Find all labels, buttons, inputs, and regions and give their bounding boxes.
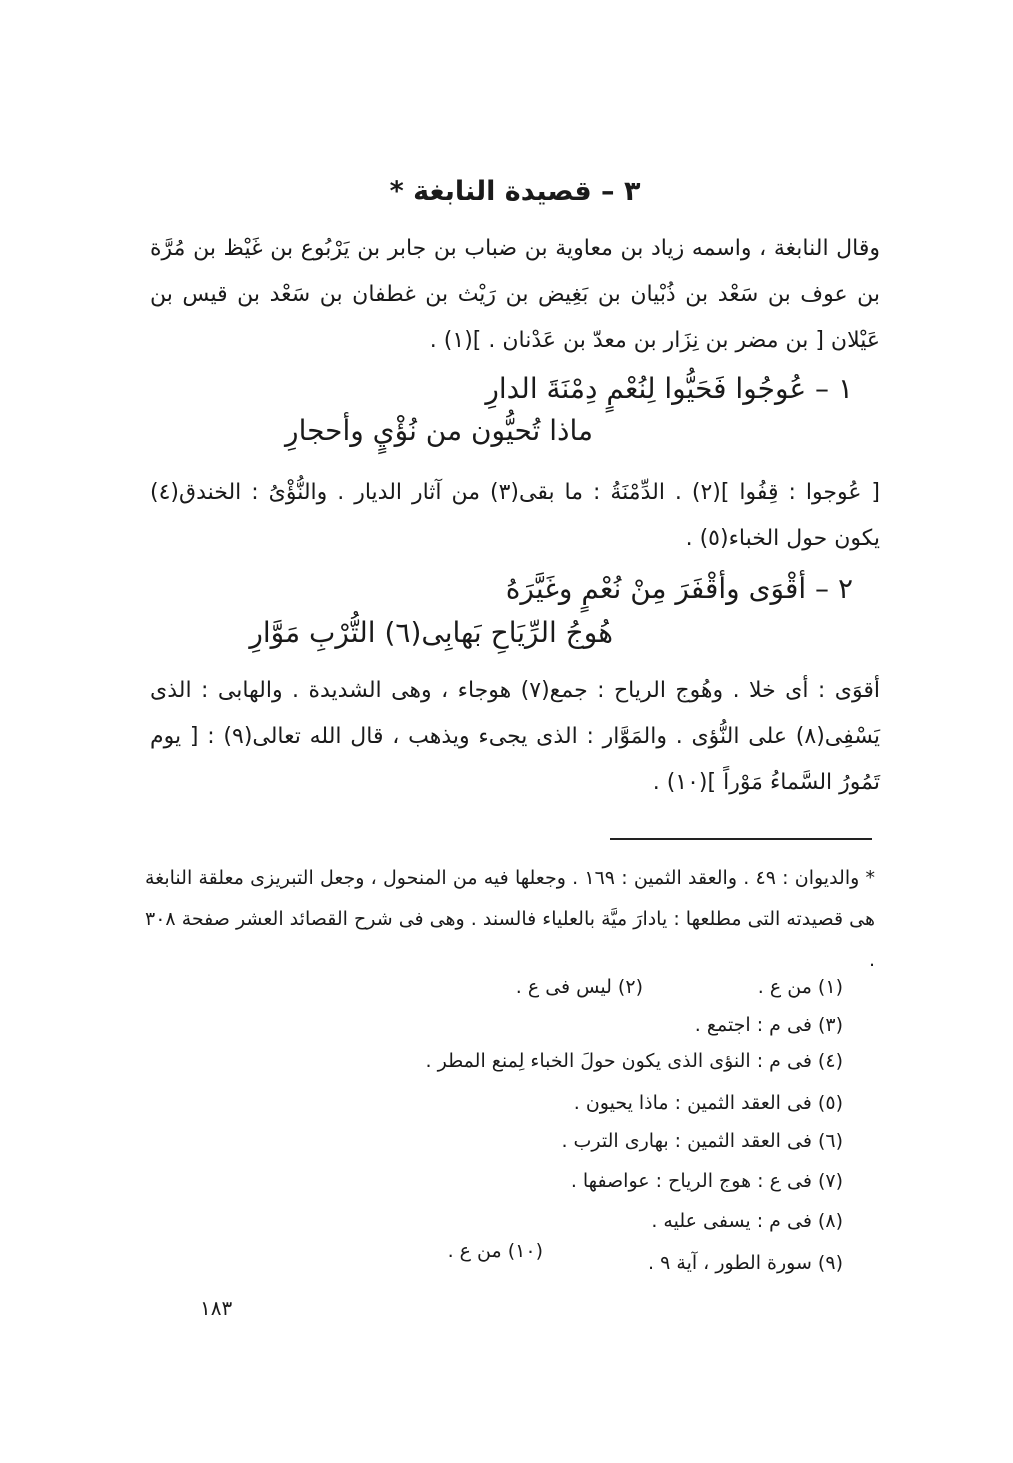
intro-paragraph: وقال النابغة ، واسمه زياد بن معاوية بن ضباب بن جابر بن يَرْبُوع بن غَيْظ بن مُرَّة بن عوف بن سَعْد بن ذُبْيان بن بَغِيض بن رَيْث بن غطفان بن سَعْد بن قيس بن عَيْلان [ بن مضر بن نِزَار بن معدّ بن عَدْنان . ](١) . (150, 236, 880, 353)
footnote-2: (٢) ليس فى ع . (515, 976, 643, 998)
verse-2-first-hemistich: ٢ – أقْوَى وأقْفَرَ مِنْ نُعْمٍ وغَيَّرَهُ (505, 572, 853, 605)
gloss-verse-1: [ عُوجوا : قِفُوا ](٢) . الدِّمْنَةُ : ما بقى(٣) من آثار الديار . والنُّؤْىُ : الخندق(٤) يكون حول الخباء(٥) . (150, 480, 880, 551)
footnote-5: (٥) فى العقد الثمين : ماذا يحيون . (573, 1092, 843, 1114)
gloss-verse-2: أقوَى : أى خلا . وهُوج الرياح : جمع(٧) هوجاء ، وهى الشديدة . والهابى : الذى يَسْفِى(٨) على النُّؤى . والمَوَّار : الذى يجىء ويذهب ، قال الله تعالى(٩) : [ يوم تَمُورُ السَّماءُ مَوْراً ](١٠) . (150, 678, 880, 795)
footnote-6: (٦) فى العقد الثمين : بهارى الترب . (561, 1130, 843, 1152)
verse-1-second-hemistich: ماذا تُحيُّون من نُؤْيٍ وأحجارِ (285, 414, 593, 447)
footnote-10: (١٠) من ع . (447, 1240, 543, 1262)
footnote-divider (610, 838, 872, 840)
page-number: ١٨٣ (200, 1296, 233, 1320)
footnote-8: (٨) فى م : يسفى عليه . (651, 1210, 843, 1232)
footnote-4: (٤) فى م : النؤى الذى يكون حولَ الخباء لِمنع المطر . (425, 1050, 843, 1072)
footnote-3: (٣) فى م : اجتمع . (694, 1014, 843, 1036)
footnote-9: (٩) سورة الطور ، آية ٩ . (648, 1252, 843, 1274)
verse-1-first-hemistich: ١ – عُوجُوا فَحَيُّوا لِنُعْمٍ دِمْنَةَ الدارِ (485, 372, 853, 405)
poem-title: ٣ – قصيدة النابغة * (389, 176, 641, 207)
footnote-source: * والديوان : ٤٩ . والعقد الثمين : ١٦٩ . وجعلها فيه من المنحول ، وجعل التبريزى معلقة النابغة هى قصيدته التى مطلعها : يادارَ ميَّة بالعلياء فالسند . وهى فى شرح القصائد العشر صفحة ٣٠٨ . (145, 867, 876, 971)
verse-2-second-hemistich: هُوجُ الرِّيَاحِ بَهابِى(٦) التُّرْبِ مَوَّارِ (249, 616, 613, 649)
footnote-1: (١) من ع . (757, 976, 843, 998)
footnote-7: (٧) فى ع : هوج الرياح : عواصفها . (570, 1170, 843, 1192)
